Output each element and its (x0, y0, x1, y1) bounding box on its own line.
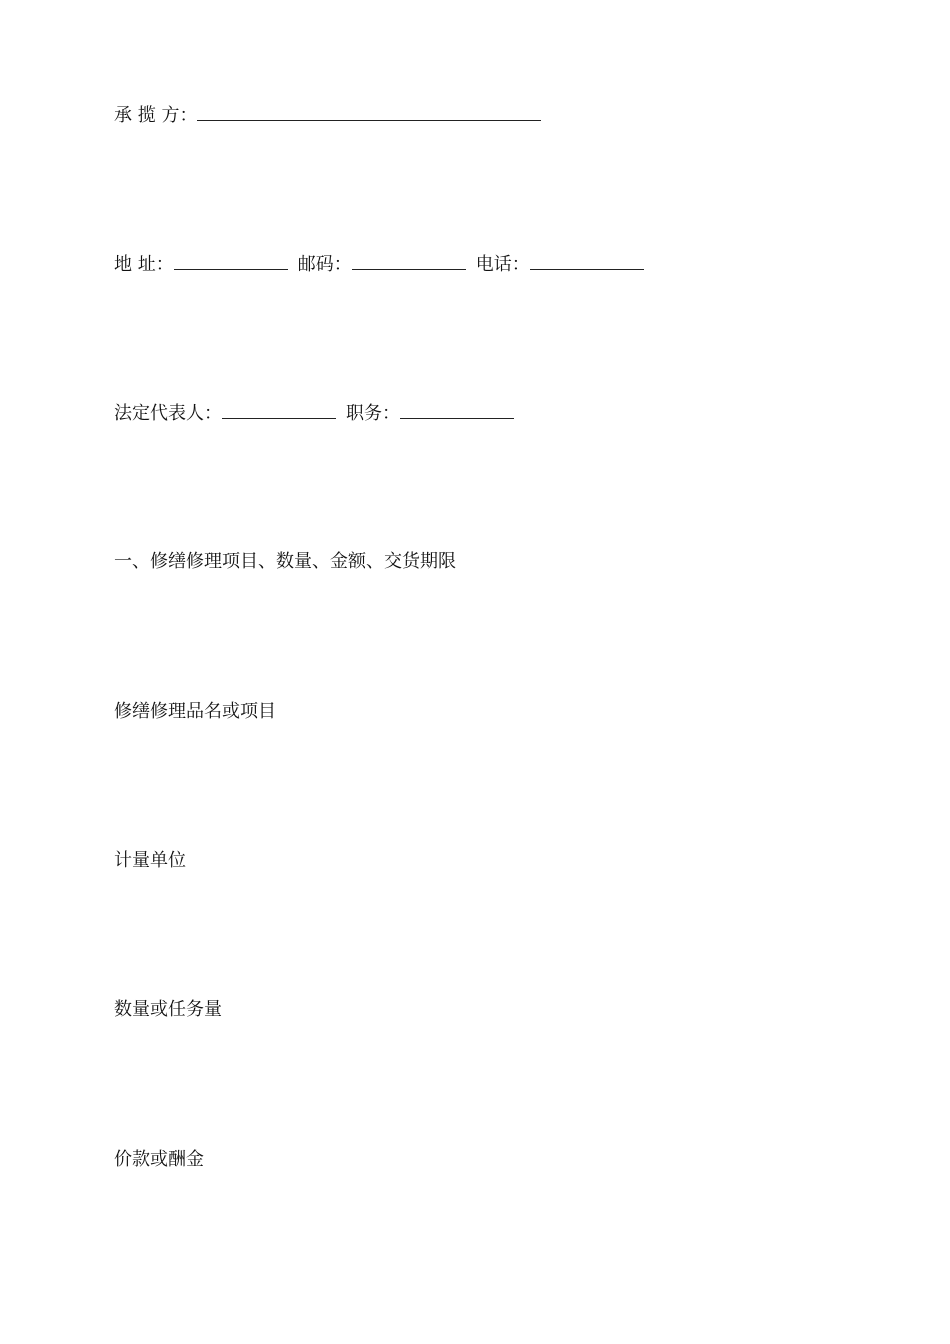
section-heading: 一、修缮修理项目、数量、金额、交货期限 (114, 551, 456, 572)
address-line (114, 253, 644, 277)
phone-label: 电话： (475, 254, 530, 275)
item-quantity: 数量或任务量 (114, 999, 222, 1020)
representative-line (114, 402, 514, 426)
phone-blank[interactable] (530, 253, 644, 270)
representative-label: 法定代表人： (114, 403, 222, 424)
contractor-blank[interactable] (197, 104, 541, 121)
item-unit: 计量单位 (114, 850, 186, 871)
contractor-line (114, 104, 541, 128)
postcode-blank[interactable] (352, 253, 466, 270)
representative-blank[interactable] (222, 402, 336, 419)
position-label: 职务： (346, 403, 400, 424)
contractor-label: 承 揽 方： (114, 105, 198, 126)
address-blank[interactable] (174, 253, 288, 270)
position-blank[interactable] (400, 402, 514, 419)
postcode-label: 邮码： (297, 254, 352, 275)
address-label: 地 址： (114, 254, 174, 275)
item-name-or-project: 修缮修理品名或项目 (114, 701, 276, 722)
item-price: 价款或酬金 (114, 1149, 204, 1170)
